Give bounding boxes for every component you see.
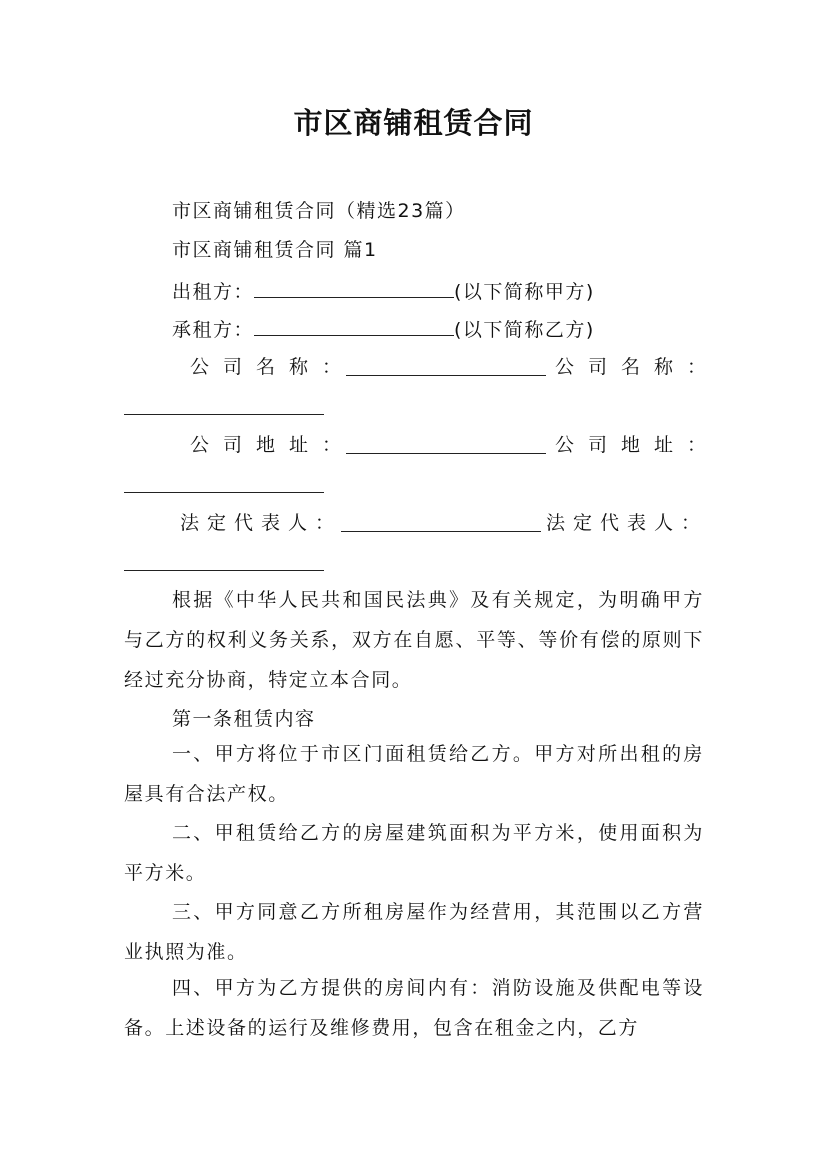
legal-rep-label-lessor: 法定代表人： [180,512,343,534]
section-title: 市区商铺租赁合同 篇1 [172,239,378,261]
subtitle: 市区商铺租赁合同（精选23篇） [172,200,466,222]
article-1-item-2: 二、甲租赁给乙方的房屋建筑面积为平方米，使用面积为平方米。 [124,822,704,884]
article-1-heading: 第一条租赁内容 [172,708,316,730]
legal-rep-label-lessee: 法定代表人： [546,512,709,534]
lessor-label: 出租方： [172,281,255,303]
lessee-suffix: (以下简称乙方) [454,319,595,341]
lessor-suffix: (以下简称甲方) [454,281,595,303]
article-1-item-1: 一、甲方将位于市区门面租赁给乙方。甲方对所出租的房屋具有合法产权。 [124,743,704,805]
company-name-label-lessee: 公司名称： [555,356,721,378]
company-name-label-lessor: 公司名称： [190,356,356,378]
company-address-blank-lessee [124,472,324,499]
lessee-line [172,315,595,342]
intro-paragraph: 根据《中华人民共和国民法典》及有关规定，为明确甲方与乙方的权利义务关系，双方在自愿、平等、等价有偿的原则下经过充分协商，特定立本合同。 [124,589,704,691]
legal-rep-blank-lessee [124,550,324,577]
article-1-item-3: 三、甲方同意乙方所租房屋作为经营用，其范围以乙方营业执照为准。 [124,901,704,963]
lessee-blank [254,315,454,336]
company-address-label-lessor: 公司地址： [190,434,356,456]
article-1-item-4: 四、甲方为乙方提供的房间内有：消防设施及供配电等设备。上述设备的运行及维修费用，包含在租金之内，乙方 [124,977,704,1039]
document-title: 市区商铺租赁合同 [293,106,534,140]
lessee-label: 承租方： [172,319,255,341]
company-name-blank-lessee [124,394,324,421]
company-name-blank-lessor [346,355,546,382]
company-address-label-lessee: 公司地址： [555,434,721,456]
lessor-blank [254,277,454,298]
legal-rep-blank-lessor [341,511,541,538]
company-address-blank-lessor [346,433,546,460]
lessor-line [172,277,595,304]
